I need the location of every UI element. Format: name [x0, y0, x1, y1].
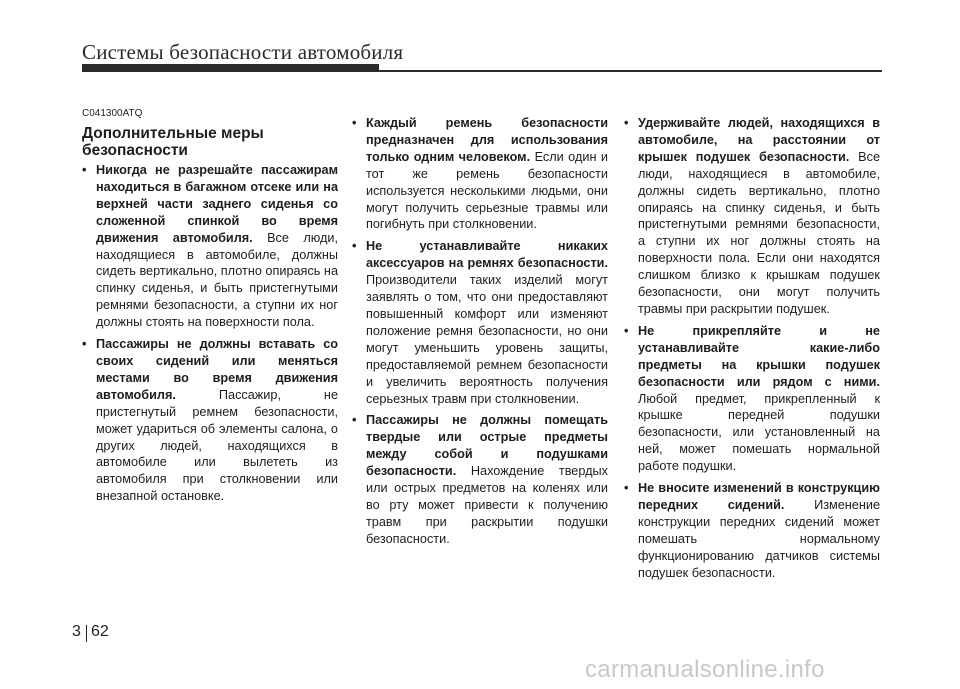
- item-text: Все люди, находящиеся в автомобиле, должны сидеть вертикально, плотно опираясь на спинку сиденья, и быть пристегнутыми ремнями безопасности, а ступни их ног должны стоять на поверхности пола.: [96, 230, 338, 330]
- item-text: Нахождение твердых или острых предметов на коленях или во рту может привести к получению травм при раскрытии подушки безопасности.: [366, 464, 608, 546]
- item-bold-text: Не вносите изменений в конструкцию передних сидений.: [638, 481, 880, 512]
- section-heading: Дополнительные меры безопасности: [82, 125, 264, 159]
- bullet-list-1: [82, 162, 338, 505]
- list-item: [352, 412, 608, 547]
- section-code: C041300ATQ: [82, 108, 143, 119]
- item-bold-text: Пассажиры не должны помещать твердые или острые предметы между собой и подушками безопасности.: [366, 413, 608, 479]
- list-item: [352, 115, 608, 233]
- page-number-value: 62: [91, 623, 109, 640]
- list-item: [624, 115, 880, 318]
- column-2: [352, 115, 608, 553]
- list-item: [82, 336, 338, 505]
- item-text: Пассажир, не пристегнутый ремнем безопасности, может удариться об элементы салона, о других людей, находящихся в автомобиле или вылететь из автомобиля при столкновении или внезапной остановке.: [96, 387, 338, 504]
- column-3: [624, 115, 880, 586]
- list-item: [624, 480, 880, 581]
- item-text: Любой предмет, прикрепленный к крышке передней подушки безопасности, или установленный на ней, может помешать нормальной работе подушки.: [638, 391, 880, 474]
- page-header-title: Системы безопасности автомобиля: [82, 40, 404, 64]
- item-text: Производители таких изделий могут заявлять о том, что они предоставляют повышенный комфорт или изменяют положение ремня безопасности, но они могут уменьшить уровень защиты, предоставляемой ремнем безопасности и увеличить вероятность получения серьезных травм при столкновении.: [366, 273, 608, 406]
- item-bold-text: Удерживайте людей, находящихся в автомобиле, на расстоянии от крышек подушек безопасности.: [638, 116, 880, 164]
- bullet-list-3: [624, 115, 880, 581]
- chapter-number: 3: [72, 623, 81, 640]
- item-text: Все люди, находящиеся в автомобиле, должны сидеть вертикально, плотно опираясь на спинку сиденья, и быть пристегнутыми ремнями безопасности, а ступни их ног должны стоять на поверхности пола. Если они находятся слишком близко к крышкам подушек безопасности, они могут получить травмы при раскрытии подушек.: [638, 149, 880, 316]
- page-number-divider: [86, 625, 87, 642]
- column-1: [82, 108, 338, 510]
- bullet-list-2: [352, 115, 608, 548]
- list-item: [352, 238, 608, 407]
- item-bold-text: Никогда не разрешайте пассажирам находиться в багажном отсеке или на верхней части заднего сиденья со сложенной спинкой во время движения автомобиля.: [96, 163, 338, 245]
- item-text: Изменение конструкции передних сидений может помешать нормальному функционированию датчиков системы подушек безопасности.: [638, 497, 880, 580]
- list-item: [624, 323, 880, 475]
- item-bold-text: Не прикрепляйте и не устанавливайте какие-либо предметы на крышки подушек безопасности или рядом с ними.: [638, 323, 880, 389]
- item-bold-text: Не устанавливайте никаких аксессуаров на ремнях безопасности.: [366, 239, 608, 271]
- watermark: carmanualsonline.info: [585, 656, 825, 683]
- item-text: Если один и тот же ремень безопасности используется несколькими людьми, они могут получить серьезные травмы или погибнуть при столкновении.: [366, 149, 608, 232]
- list-item: [82, 162, 338, 331]
- item-bold-text: Пассажиры не должны вставать со своих сидений или меняться местами во время движения автомобиля.: [96, 337, 338, 402]
- item-bold-text: Каждый ремень безопасности предназначен для использования только одним человеком.: [366, 116, 608, 164]
- header-rule-thin: [82, 70, 882, 72]
